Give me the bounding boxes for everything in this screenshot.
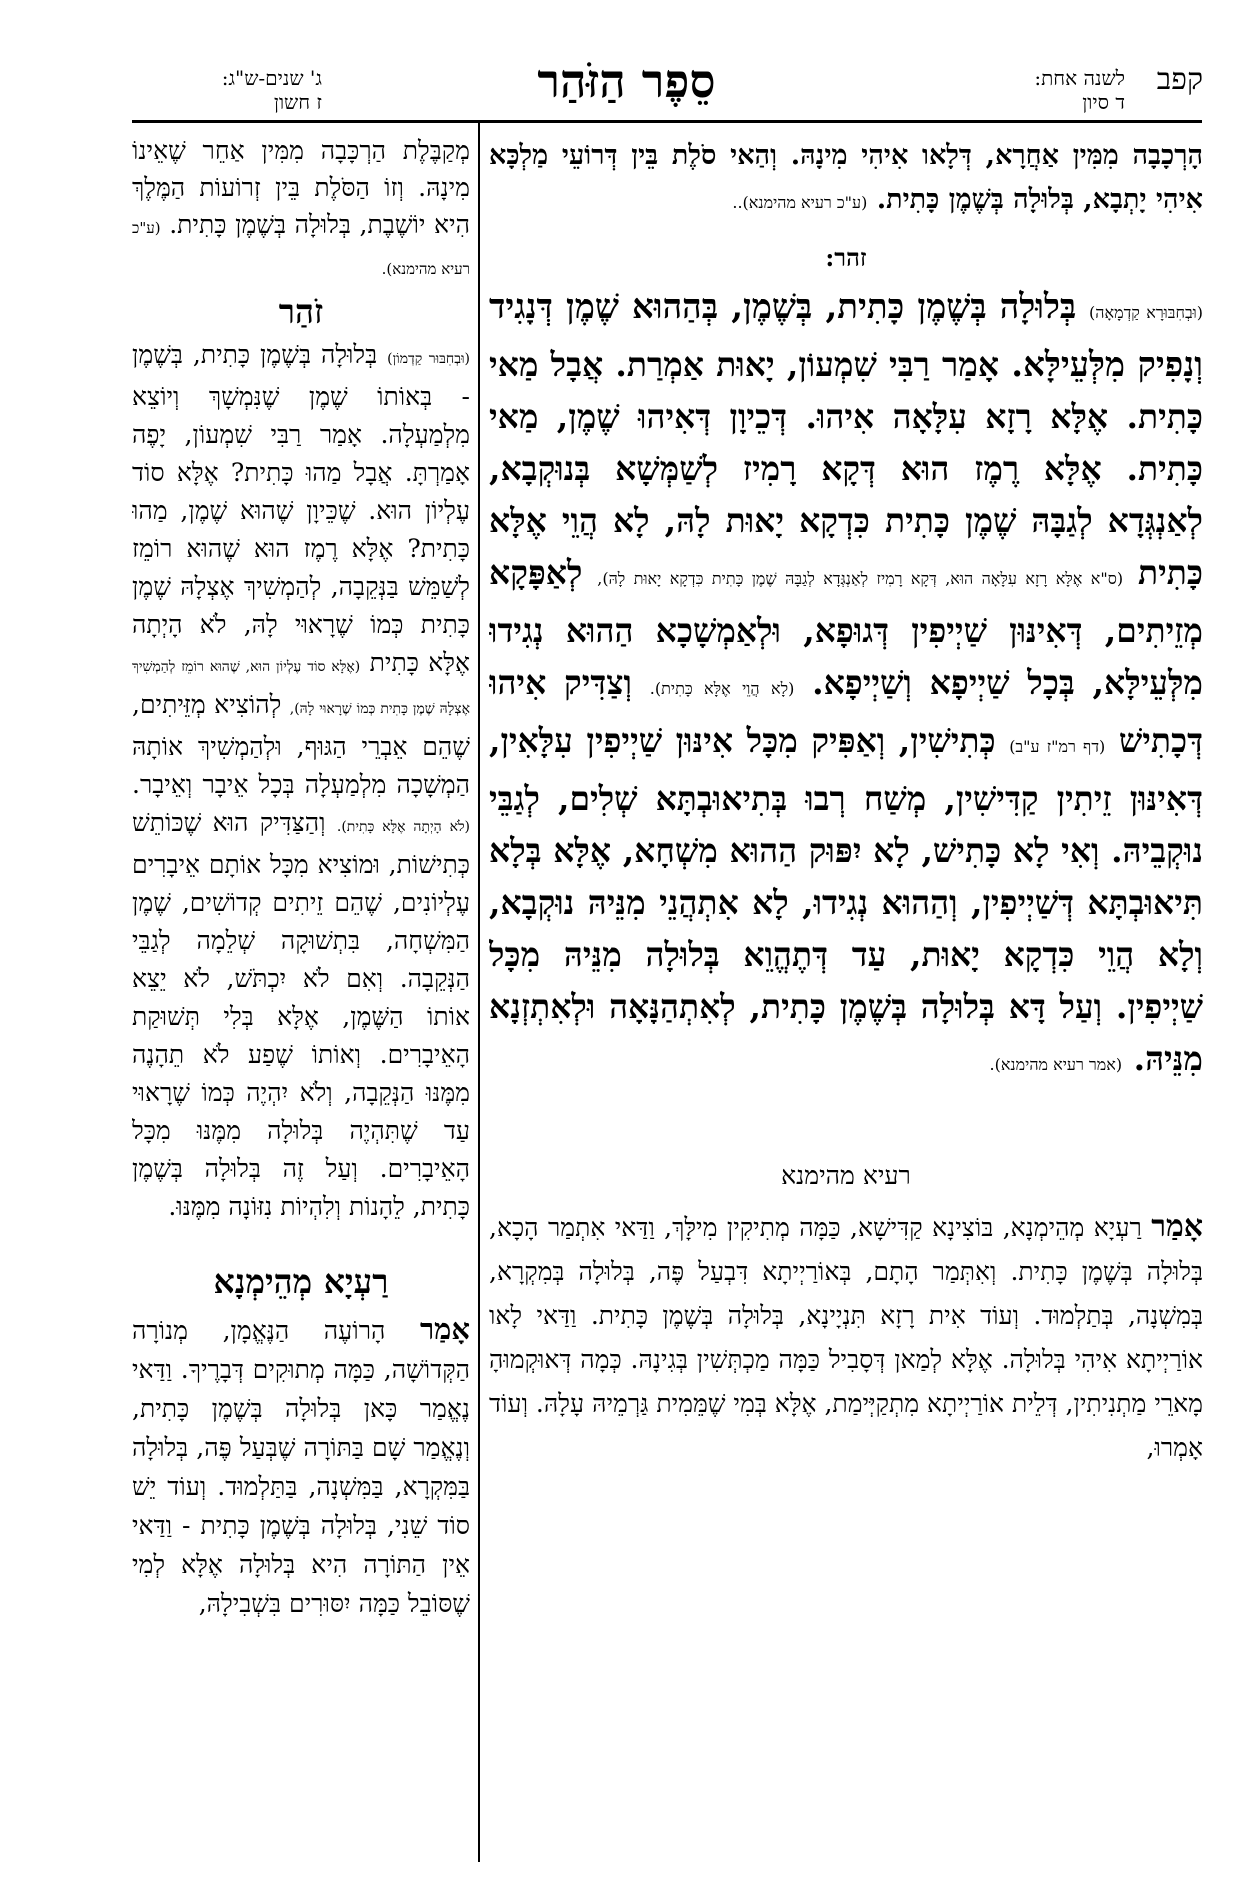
header-divider (132, 120, 1202, 123)
schedule-three-years (132, 66, 322, 114)
translation-zohar-paragraph (132, 336, 470, 1226)
schedule-one-year-date: ד סיון (1082, 90, 1125, 114)
schedule-three-years-label: ג' שנים-ש"ג: (221, 66, 322, 90)
zohar-text-c: וְצַדִּיק אִיהוּ דְּכָתִישׁ (489, 663, 1203, 760)
main-opening-ref: (ע"כ רעיא מהימנא).. (732, 193, 868, 212)
zohar-text-d: כְּתִישִׁין, וְאַפִּיק מִכָּל אִינּוּן שַׁיְיפִין עִלָּאִין, דְּאִינּוּן זֵיתִין קַדִּישִׁין, מְשַׁח רְבוּ בְּתִיאוּבְתָּא שְׁלִים, לְגַבֵּי נוּקְבֵיהּ. וְאִי לָא כָּתִישׁ, לָא יִפּוּק הַהוּא מִשְׁחָא, אֶלָּא בְּלָא תִּיאוּבְתָּא דְּשַׁיְיפִין, וְהַהוּא נְגִידוּ, לָא אִתְהֲנֵי מִנֵּיהּ נוּקְבָא, וְלָא הֲוֵי כִּדְקָא יָאוּת, עַד דְּתֶהֱוֵא בְּלוּלָה מִנֵּיהּ מִכָּל שַׁיְיפִין. וְעַל דָּא בְּלוּלָה בְּשֶׁמֶן כָּתִית, לְאִתְהַנָּאָה וּלְאִתְזְנָא מִנֵּיהּ. (489, 721, 1203, 1078)
raaya-section-label: רעיא מהימנא (781, 1161, 911, 1190)
translation-raaya-opening-word: אָמַר (419, 1312, 470, 1346)
page-number: קפב (1156, 62, 1203, 97)
translation-zohar-ref: (וּבְחִבּוּר קַדְמוֹן) (387, 351, 470, 367)
raaya-text: רַעְיָא מְהֵימְנָא, בּוֹצִינָא קַדִּישָׁא, כַּמָּה מְתִיקִין מִילָּךְ, וַדַּאי אִתְמַר הָכָא, בְּלוּלָה בְּשֶׁמֶן כָּתִית. וְאִתְּמַר הָתָם, בְּאוֹרַיְיתָא דִּבְעַל פֶּה, בְּלוּלָה בְּמִקְרָא, בְּמִשְׁנָה, בְּתַלְמוּד. וְעוֹד אִית רָזָא תִּנְיָינָא, בְּלוּלָה בְּשֶׁמֶן כָּתִית. וַדַּאי לָאו אוֹרַיְיתָא אִיהִי בְּלוּלָה. אֶלָּא לְמַאן דְּסָבִיל כַּמָּה מַכְתְּשִׁין בְּגִינָהּ. כְּמָה דְּאוּקְמוּהָ מָארֵי מַתְנִיתִין, דְּלֵית אוֹרַיְיתָא מִתְקַיְּימַת, אֶלָּא בְּמִי שֶׁמֵּמִית גַּרְמֵיהּ עָלָהּ. וְעוֹד אָמְרוּ, (489, 1213, 1203, 1462)
main-opening-paragraph (489, 134, 1203, 225)
translation-raaya-paragraph (132, 1310, 470, 1623)
zohar-note-1: (ס"א אֶלָּא רָזָא עִלָּאָה הוּא, דְּקָא רָמִיז לְאַנְגְּדָא לְגַבָּהּ שֶׁמֶן כָּתִית כִּדְקָא יָאוּת לָהּ), (597, 569, 1124, 588)
zohar-note-4: (אמר רעיא מהימנא). (989, 1055, 1123, 1074)
zohar-lead: בְּלוּלָה בְּשֶׁמֶן כָּתִית, בְּשֶׁמֶן, בְּהַהוּא שֶׁמֶן דְּנָגִיד וְנָפִיק מִלְּעֵילָּא. (489, 287, 1203, 385)
main-column (489, 128, 1203, 1868)
translation-zohar-text-c: וְהַצַּדִּיק הוּא שֶׁכּוֹתֵשׁ כְּתִישׁוֹת, וּמוֹצִיא מִכָּל אוֹתָם אֵיבָרִים עֶלְיוֹנִים, שֶׁהֵם זֵיתִים קְדוֹשִׁים, שֶׁמֶן הַמִּשְׁחָה, בִּתְשׁוּקָה שְׁלֵמָה לְגַבֵּי הַנְּקֵבָה. וְאִם לֹא יִכְתֹּשׁ, לֹא יֵצֵא אוֹתוֹ הַשֶּׁמֶן, אֶלָּא בְּלִי תְּשׁוּקַת הָאֵיבָרִים. וְאוֹתוֹ שֶׁפַע לֹא תֵהָנֶה מִמֶּנּוּ הַנְּקֵבָה, וְלֹא יִהְיֶה כְּמוֹ שֶׁרָאוּי עַד שֶׁתִּהְיֶה בְּלוּלָה מִמֶּנּוּ מִכָּל הָאֵיבָרִים. וְעַל זֶה בְּלוּלָה בְּשֶׁמֶן כָּתִית, לֵהָנוֹת וְלִהְיוֹת נִזּוֹנָה מִמֶּנּוּ. (132, 808, 470, 1221)
zohar-ref: (וּבְחִבּוּרָא קַדְמָאָה) (1089, 303, 1203, 322)
translation-raaya-heading: רַעְיָא מְהֵימְנָא (213, 1262, 389, 1301)
translation-zohar-text-a: בְּלוּלָה בְּשֶׁמֶן כָּתִית, בְּשֶׁמֶן - בְּאוֹתוֹ שֶׁמֶן שֶׁנִּמְשָׁךְ וְיוֹצֵא מִלְמַעְלָה. אָמַר רַבִּי שִׁמְעוֹן, יָפֶה אָמַרְתָּ. אֲבָל מַהוּ כָּתִית? אֶלָּא סוֹד עֶלְיוֹן הוּא. שֶׁכֵּיוָן שֶׁהוּא שֶׁמֶן, מַהוּ כָּתִית? אֶלָּא רֶמֶז הוּא שֶׁהוּא רוֹמֵז לְשַׁמֵּשׁ בַּנְּקֵבָה, לְהַמְשִׁיךְ אֶצְלָהּ שֶׁמֶן כָּתִית כְּמוֹ שֶׁרָאוּי לָהּ, לֹא הָיְתָה אֶלָּא כָּתִית (132, 340, 470, 677)
translation-zohar-note-2: (לֹא הָיְתָה אֶלָּא כָּתִית). (336, 819, 470, 835)
translation-zohar-heading: זֹהַר (278, 292, 324, 331)
translation-raaya-text: הָרוֹעֶה הַנֶּאֱמָן, מְנוֹרָה הַקְּדוֹשָׁה, כַּמָּה מְתוּקִים דְּבָרֶיךָ. וַדַּאי נֶאֱמַר כָּאן בְּלוּלָה בְּשֶׁמֶן כָּתִית, וְנֶאֱמַר שָׁם בַּתּוֹרָה שֶׁבְּעַל פֶּה, בְּלוּלָה בַּמִּקְרָא, בַּמִּשְׁנָה, בַּתַּלְמוּד. וְעוֹד יֵשׁ סוֹד שֵׁנִי, בְּלוּלָה בְּשֶׁמֶן כָּתִית - וַדַּאי אֵין הַתּוֹרָה הִיא בְּלוּלָה אֶלָּא לְמִי שֶׁסּוֹבֵל כַּמָּה יִסּוּרִים בִּשְׁבִילָהּ, (132, 1316, 470, 1618)
translation-zohar-text-b: לְהוֹצִיא מְזֵּיתִים, שֶׁהֵם אֵבְרֵי הַגּוּף, וּלְהַמְשִׁיךְ אוֹתָהּ הַמְשָׁכָה מִלְמַעְלָה בְּכָל אֵיבָר וְאֵיבָר. (132, 690, 470, 799)
main-opening-text: הָרְכָבָה מִמִּין אַחֲרָא, דְּלָאו אִיהִי מִינָהּ. וְהַאי סֹלֶת בֵּין דְּרוֹעֵי מַלְכָּא אִיהִי יָתְבָא, בְּלוּלָה בְּשֶׁמֶן כָּתִית. (489, 140, 1203, 215)
raaya-opening-word: אָמַר (1151, 1209, 1203, 1244)
page-title: סֵפֶר הַזֹּהַר (537, 54, 716, 108)
zohar-note-2: (לָא הֲוֵי אֶלָּא כָּתִית). (649, 679, 795, 698)
translation-zohar-note-1: (אֶלָּא סוֹד עֶלְיוֹן הוּא, שֶׁהוּא רוֹמֵז לְהַמְשִׁיךְ אֶצְלָהּ שֶׁמֶן כָּתִית כְּמוֹ שֶׁרָאוּי לָהּ), (132, 659, 470, 717)
column-divider (478, 122, 480, 1862)
zohar-section-label: זהר: (825, 243, 867, 272)
zohar-paragraph (489, 281, 1203, 1091)
translation-opening-text: מְקַבֶּלֶת הַרְכָּבָה מִמִּין אַחֵר שֶׁאֵינוֹ מִינָהּ. וְזוֹ הַסֹּלֶת בֵּין זְרוֹעוֹת הַמֶּלֶךְ הִיא יוֹשֶׁבֶת, בְּלוּלָה בְּשֶׁמֶן כָּתִית. (132, 136, 470, 239)
raaya-paragraph (489, 1205, 1203, 1470)
schedule-three-years-date: ז חשון (273, 90, 322, 114)
zohar-note-3: (דף רמ"ז ע"ב) (1009, 737, 1106, 756)
schedule-one-year-label: לשנה אחת: (1034, 66, 1125, 90)
translation-column (132, 128, 470, 1868)
zohar-text-a: אָמַר רַבִּי שִׁמְעוֹן, יָאוּת אַמְרַת. אֲבָל מַאי כָּתִית. אֶלָּא רָזָא עִלָּאָה אִיהוּ. דְּכֵיוָן דְּאִיהוּ שֶׁמֶן, מַאי כָּתִית. אֶלָּא רֶמֶז הוּא דְּקָא רָמִיז לְשַׁמְּשָׁא בְּנוּקְבָא, לְאַנְגְּדָא לְגַבָּהּ שֶׁמֶן כָּתִית כִּדְקָא יָאוּת לָהּ, לָא הֲוֵי אֶלָּא כָּתִית (489, 345, 1203, 592)
translation-opening-paragraph (132, 132, 470, 288)
translation-opening-ref: (ע"כ רעיא מהימנא). (132, 219, 470, 278)
zohar-text-b: לְאַפָּקָא מְזֵיתִים, דְּאִינּוּן שַׁיְיפִין דְּגוּפָא, וּלְאַמְשָׁכָא הַהוּא נְגִידוּ מִלְּעֵילָּא, בְּכָל שַׁיְיפָא וְשַׁיְיפָא. (489, 553, 1203, 702)
